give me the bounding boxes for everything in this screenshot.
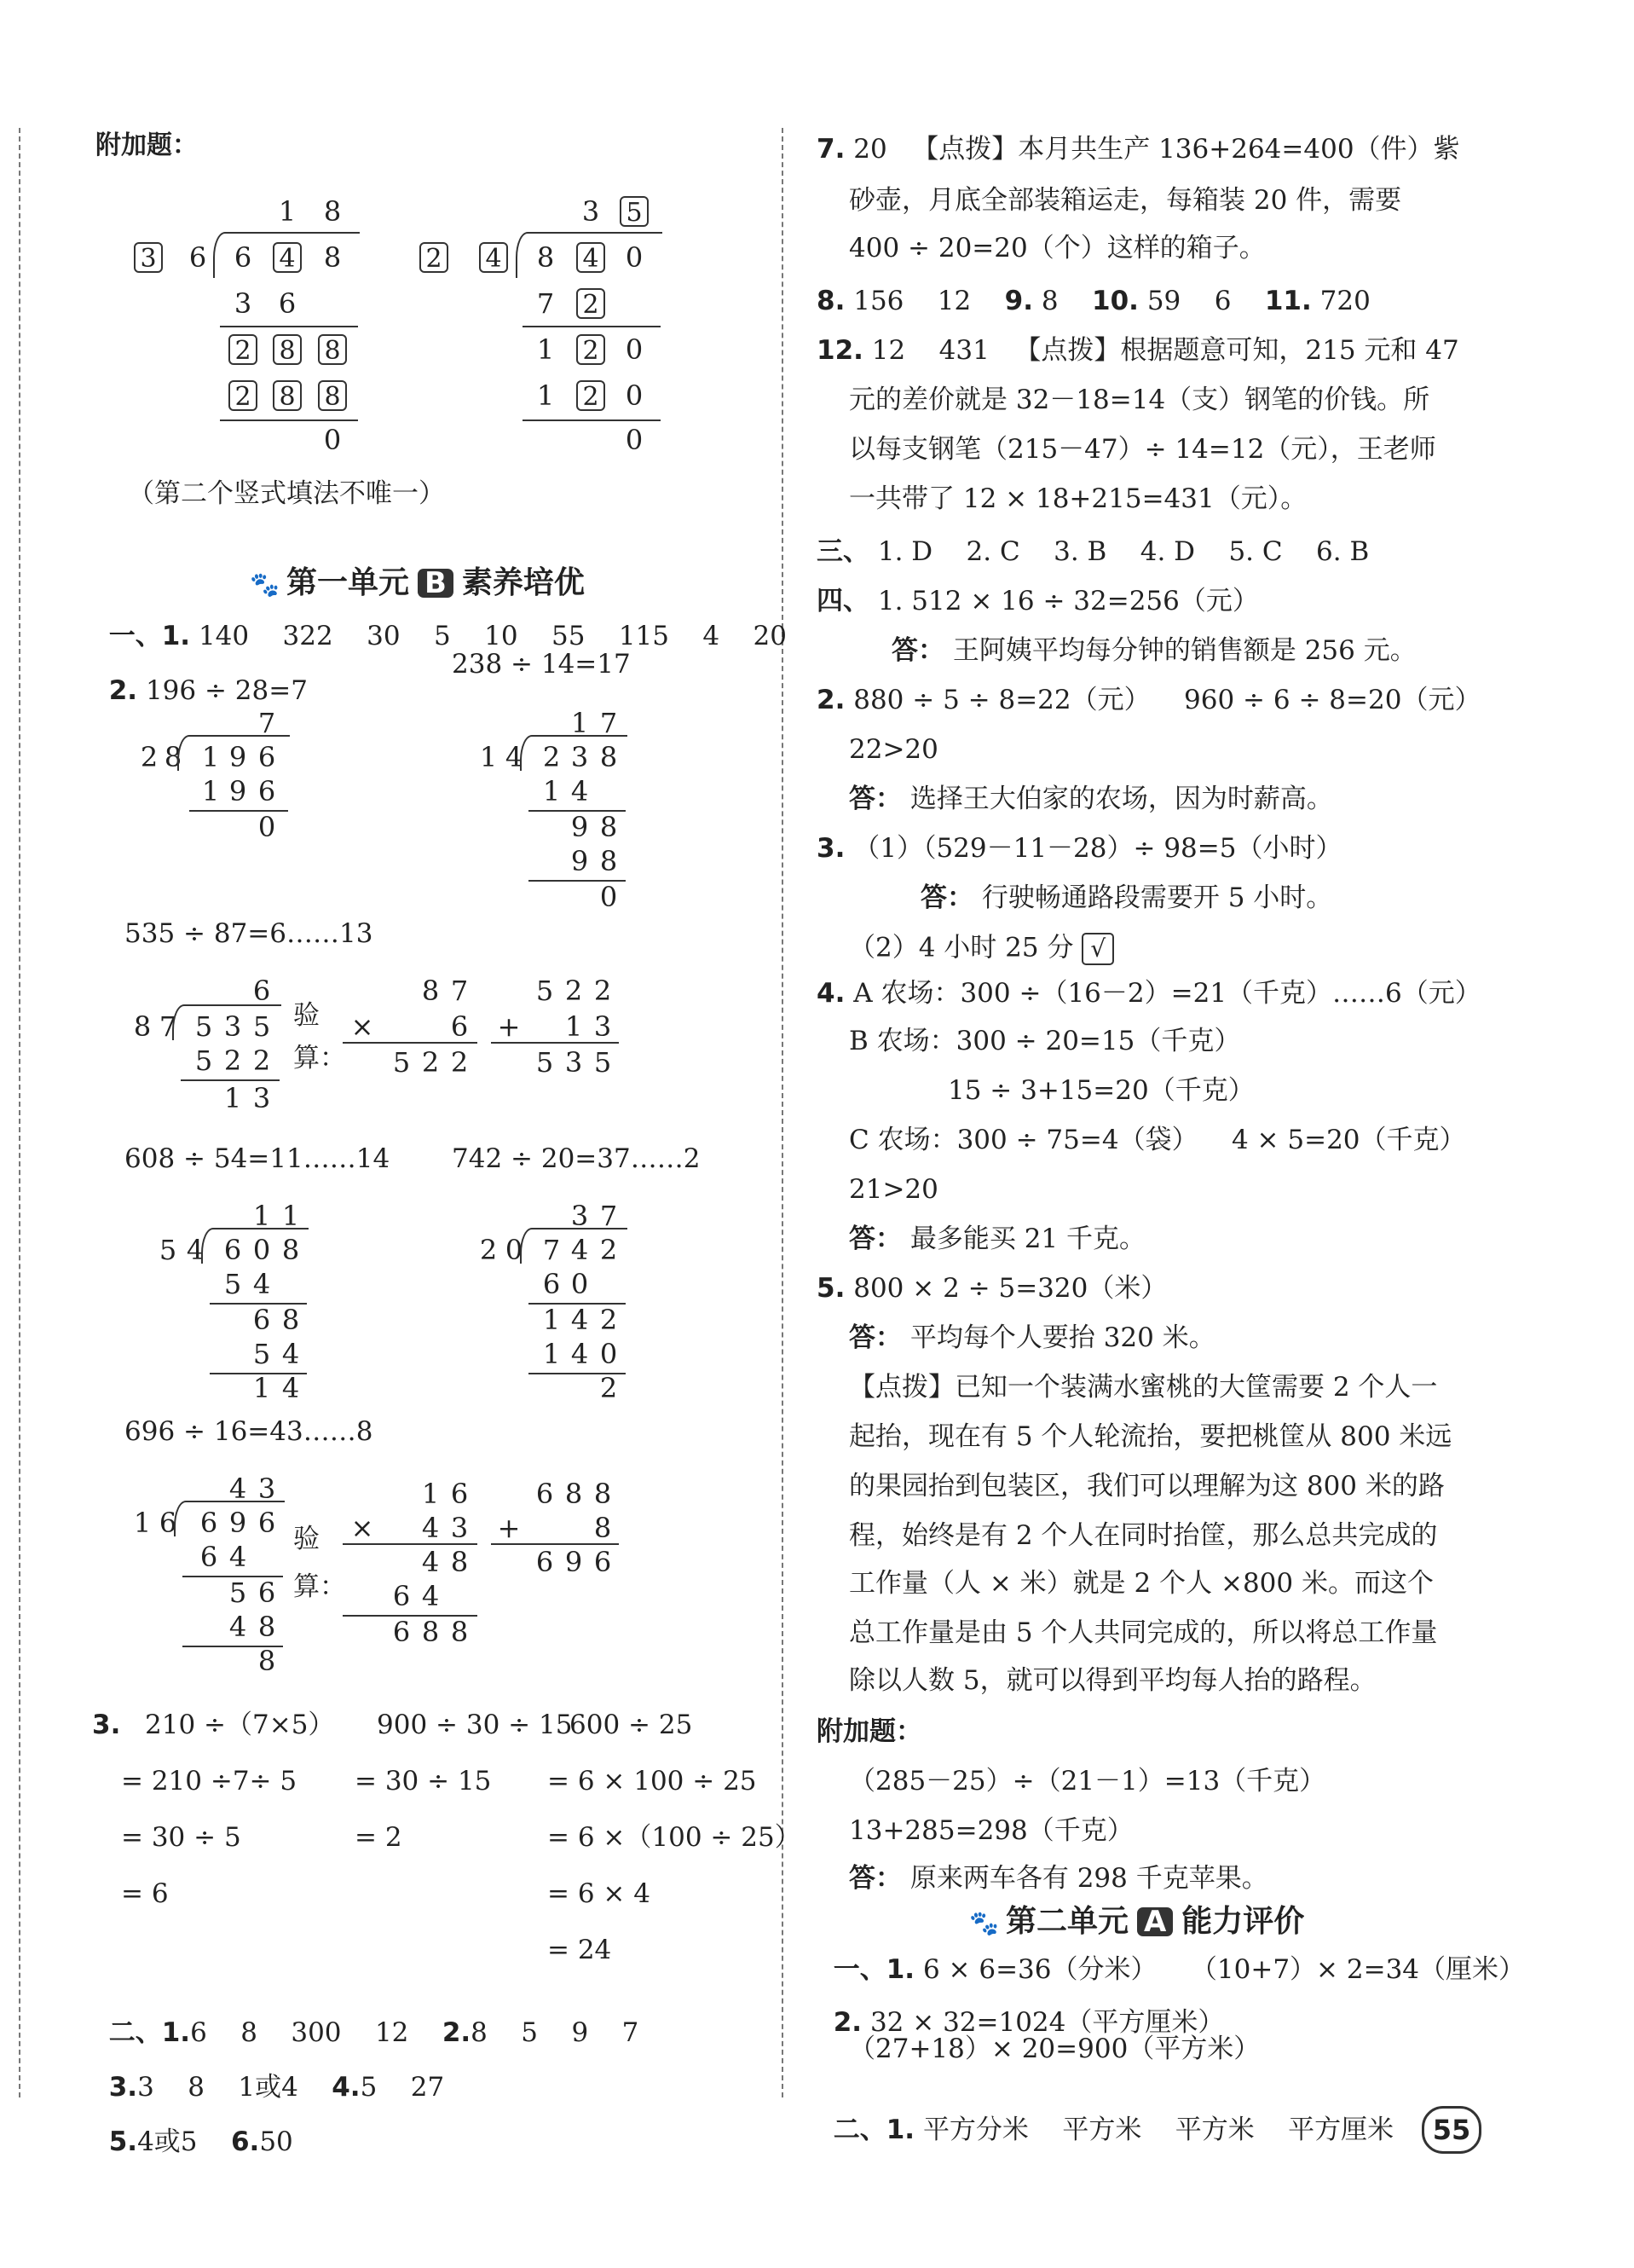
paw-icon: 🐾 <box>250 570 280 599</box>
right-line: 砂壶，月底全部装箱运走，每箱装 20 件，需要 <box>849 185 1402 216</box>
right-line: 三、 1. D 2. C 3. B 4. D 5. C 6. B <box>817 536 1370 567</box>
paw-icon: 🐾 <box>969 1909 999 1937</box>
right-line: 8. 156 12 9. 8 10. 59 6 11. 720 <box>817 286 1371 316</box>
right-line: 答： 行驶畅通路段需要开 5 小时。 <box>921 882 1333 913</box>
q3-col3-4: = 24 <box>547 1935 612 1965</box>
unit-heading-1: 🐾 第一单元 B 素养培优 <box>250 565 585 600</box>
tail-line-3: 二、1. 平方分米 平方米 平方米 平方厘米 <box>833 2115 1394 2145</box>
right-line: 【点拨】已知一个装满水蜜桃的大筐需要 2 个人一 <box>849 1372 1438 1403</box>
check-label-1a: 验 <box>293 1000 320 1031</box>
checkmark-box: √ <box>1082 933 1114 965</box>
q2e-line: 696 ÷ 16=43……8 <box>124 1416 373 1447</box>
right-line: C 农场：300 ÷ 75=4（袋） 4 × 5=20（千克） <box>849 1125 1466 1155</box>
right-line: 12. 12 431 【点拨】根据题意可知，215 元和 47 <box>817 335 1459 366</box>
q3-col2-2: = 2 <box>355 1822 402 1853</box>
right-line: 程，始终是有 2 个人在同时抬筐，那么总共完成的 <box>849 1520 1438 1551</box>
right-line: 2. 880 ÷ 5 ÷ 8=22（元） 960 ÷ 6 ÷ 8=20（元） <box>817 685 1481 715</box>
right-line: 的果园抬到包装区，我们可以理解为这 800 米的路 <box>849 1471 1445 1501</box>
extra-title: 附加题： <box>95 130 198 160</box>
right-line: 答： 最多能买 21 千克。 <box>849 1224 1146 1254</box>
unit-heading-2: 🐾 第二单元 A 能力评价 <box>969 1904 1305 1939</box>
extra-note: （第二个竖式填法不唯一） <box>128 478 445 509</box>
q3-col3-3: = 6 × 4 <box>547 1878 650 1909</box>
right-line: 附加题： <box>817 1716 922 1747</box>
q2c-line: 535 ÷ 87=6……13 <box>124 918 373 949</box>
q1-line: 一、1. 140 322 30 5 10 55 115 4 20 <box>108 621 788 651</box>
q3-col2-1: = 30 ÷ 15 <box>355 1766 492 1796</box>
tail-line-2: （27+18）× 20=900（平方米） <box>849 2034 1261 2064</box>
q3-num: 3. <box>92 1710 121 1740</box>
right-line: 答： 选择王大伯家的农场，因为时薪高。 <box>849 784 1333 814</box>
right-line: 工作量（人 × 米）就是 2 个人 ×800 米。而这个 <box>849 1568 1434 1599</box>
q2d-line-b: 742 ÷ 20=37……2 <box>452 1143 701 1174</box>
q3-col1-1: = 210 ÷7÷ 5 <box>121 1766 297 1796</box>
level-badge: A <box>1137 1907 1173 1936</box>
q2-line: 2. 196 ÷ 28=7 <box>108 675 308 706</box>
right-line: 答： 平均每个人要抬 320 米。 <box>849 1322 1215 1353</box>
right-line: 13+285=298（千克） <box>849 1815 1134 1846</box>
left-margin-dashed-line <box>19 128 20 2097</box>
right-line: 元的差价就是 32－18=14（支）钢笔的价钱。所 <box>849 385 1430 415</box>
right-line: 15 ÷ 3+15=20（千克） <box>948 1075 1255 1106</box>
right-line: （2）4 小时 25 分 √ <box>849 933 1114 965</box>
right-line: 21>20 <box>849 1174 938 1205</box>
check-label-2a: 验 <box>293 1524 320 1554</box>
tail-line-1: 2. 32 × 32=1024（平方厘米） <box>833 2007 1225 2038</box>
right-line: 起抬，现在有 5 个人轮流抬，要把桃筐从 800 米远 <box>849 1421 1452 1452</box>
right-line: 答： 王阿姨平均每分钟的销售额是 256 元。 <box>892 635 1417 666</box>
q3-col3-1: = 6 × 100 ÷ 25 <box>547 1766 757 1796</box>
q3-col3-0: 600 ÷ 25 <box>569 1710 693 1740</box>
right-line: 除以人数 5，就可以得到平均每人抬的路程。 <box>849 1665 1377 1696</box>
right-line: 4. A 农场：300 ÷（16－2）=21（千克）……6（元） <box>817 978 1481 1009</box>
column-divider-dashed-line <box>782 128 783 2097</box>
check-label-2b: 算： <box>293 1571 346 1602</box>
right-line: 以每支钢笔（215－47）÷ 14=12（元），王老师 <box>849 434 1436 465</box>
sec2-line1: 二、1.6 8 300 12 2.8 5 9 7 <box>108 2017 639 2048</box>
right-line: 四、 1. 512 × 16 ÷ 32=256（元） <box>817 586 1259 616</box>
right-line: 3. （1）（529－11－28）÷ 98=5（小时） <box>817 833 1342 864</box>
right-line: 7. 20 【点拨】本月共生产 136+264=400（件）紫 <box>817 134 1460 165</box>
q2-line-b: 238 ÷ 14=17 <box>452 649 631 680</box>
q2d-line-a: 608 ÷ 54=11……14 <box>124 1143 390 1174</box>
right-line: 5. 800 × 2 ÷ 5=320（米） <box>817 1273 1168 1304</box>
tail-line-0: 一、1. 6 × 6=36（分米） （10+7）× 2=34（厘米） <box>833 1954 1526 1985</box>
q3-col1-3: = 6 <box>121 1878 169 1909</box>
right-line: B 农场：300 ÷ 20=15（千克） <box>849 1026 1241 1056</box>
right-line: 答： 原来两车各有 298 千克苹果。 <box>849 1863 1268 1894</box>
right-line: 总工作量是由 5 个人共同完成的，所以将总工作量 <box>849 1617 1438 1648</box>
right-line: 22>20 <box>849 734 938 765</box>
page-number-badge: 55 <box>1422 2106 1481 2154</box>
q3-col1-2: = 30 ÷ 5 <box>121 1822 241 1853</box>
sec2-line2: 3.3 8 1或4 4.5 27 <box>108 2072 445 2103</box>
right-line: 一共带了 12 × 18+215=431（元）。 <box>849 483 1308 514</box>
check-label-1b: 算： <box>293 1043 346 1073</box>
right-line: （285－25）÷（21－1）=13（千克） <box>849 1766 1326 1796</box>
q3-col3-2: = 6 ×（100 ÷ 25） <box>547 1822 801 1853</box>
right-line: 400 ÷ 20=20（个）这样的箱子。 <box>849 233 1266 263</box>
level-badge: B <box>418 569 453 598</box>
q3-col1-0: 210 ÷（7×5） <box>145 1710 335 1740</box>
q3-col2-0: 900 ÷ 30 ÷ 15 <box>377 1710 573 1740</box>
sec2-line3: 5.4或5 6.50 <box>108 2126 293 2157</box>
